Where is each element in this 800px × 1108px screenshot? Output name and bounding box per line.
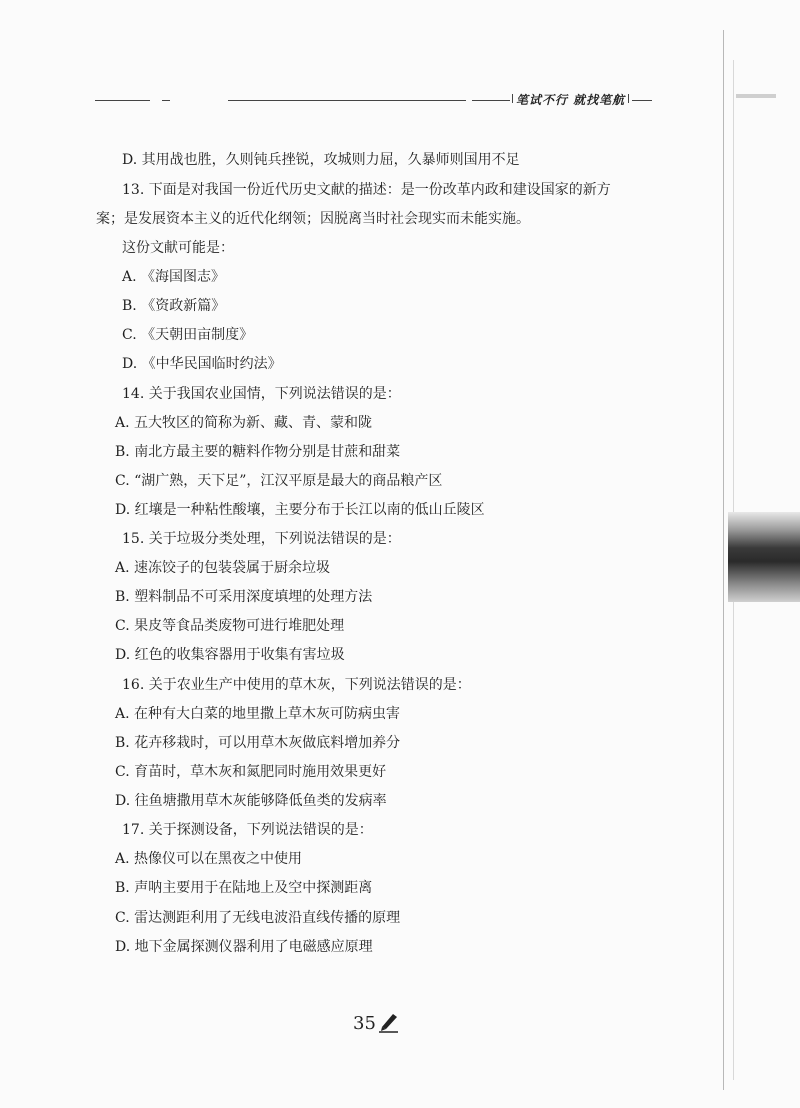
- option-line: C. 《天朝田亩制度》: [122, 327, 254, 343]
- option-line: D. 《中华民国临时约法》: [122, 356, 282, 372]
- option-line: A. 《海国图志》: [122, 269, 226, 285]
- pen-icon: [378, 1010, 400, 1034]
- option-line: D. 地下金属探测仪器利用了电磁感应原理: [115, 939, 373, 955]
- option-line: A. 速冻饺子的包装袋属于厨余垃圾: [115, 560, 331, 576]
- question-line: 14. 关于我国农业国情，下列说法错误的是：: [122, 386, 401, 402]
- option-line: B. 南北方最主要的糖料作物分别是甘蔗和甜菜: [115, 444, 401, 460]
- option-line: B. 《资政新篇》: [122, 298, 226, 314]
- option-line: A. 热像仪可以在黑夜之中使用: [115, 851, 303, 867]
- option-line: B. 声呐主要用于在陆地上及空中探测距离: [115, 880, 373, 896]
- header-rule: [95, 100, 150, 101]
- option-line: C. 育苗时，草木灰和氮肥同时施用效果更好: [115, 764, 387, 780]
- question-line: 这份文献可能是：: [122, 240, 234, 256]
- question-line: 15. 关于垃圾分类处理，下列说法错误的是：: [122, 531, 401, 547]
- option-line: C. 雷达测距利用了无线电波沿直线传播的原理: [115, 910, 401, 926]
- option-line: C. 果皮等食品类废物可进行堆肥处理: [115, 618, 345, 634]
- question-line: 案；是发展资本主义的近代化纲领；因脱离当时社会现实而未能实施。: [96, 211, 530, 227]
- header-rule: [472, 100, 510, 101]
- option-line: A. 五大牧区的简称为新、藏、青、蒙和陇: [115, 415, 373, 431]
- header-rule: [632, 100, 652, 101]
- question-line: 13. 下面是对我国一份近代历史文献的描述：是一份改革内政和建设国家的新方: [122, 182, 611, 198]
- option-line: D. 红壤是一种粘性酸壤，主要分布于长江以南的低山丘陵区: [115, 502, 485, 518]
- scan-shadow-band: [728, 512, 800, 602]
- option-line: D. 其用战也胜，久则钝兵挫锐，攻城则力屈，久暴师则国用不足: [122, 152, 520, 168]
- header-slogan: 笔试不行 就找笔航: [516, 93, 626, 107]
- option-line: A. 在种有大白菜的地里撒上草木灰可防病虫害: [115, 706, 401, 722]
- option-line: C. “湖广熟，天下足”，江汉平原是最大的商品粮产区: [115, 473, 443, 489]
- scan-smudge: [736, 94, 776, 98]
- question-line: 16. 关于农业生产中使用的草木灰，下列说法错误的是：: [122, 677, 471, 693]
- option-line: B. 塑料制品不可采用深度填埋的处理方法: [115, 589, 373, 605]
- header-tick: [628, 94, 629, 103]
- scan-margin-line: [723, 30, 724, 1090]
- option-line: B. 花卉移栽时，可以用草木灰做底料增加养分: [115, 735, 401, 751]
- page-number: 35: [353, 1013, 376, 1034]
- option-line: D. 往鱼塘撒用草木灰能够降低鱼类的发病率: [115, 793, 387, 809]
- header-tick: [512, 94, 513, 103]
- header-rule: [228, 100, 466, 101]
- option-line: D. 红色的收集容器用于收集有害垃圾: [115, 647, 345, 663]
- header-rule: [162, 100, 170, 101]
- question-line: 17. 关于探测设备，下列说法错误的是：: [122, 822, 373, 838]
